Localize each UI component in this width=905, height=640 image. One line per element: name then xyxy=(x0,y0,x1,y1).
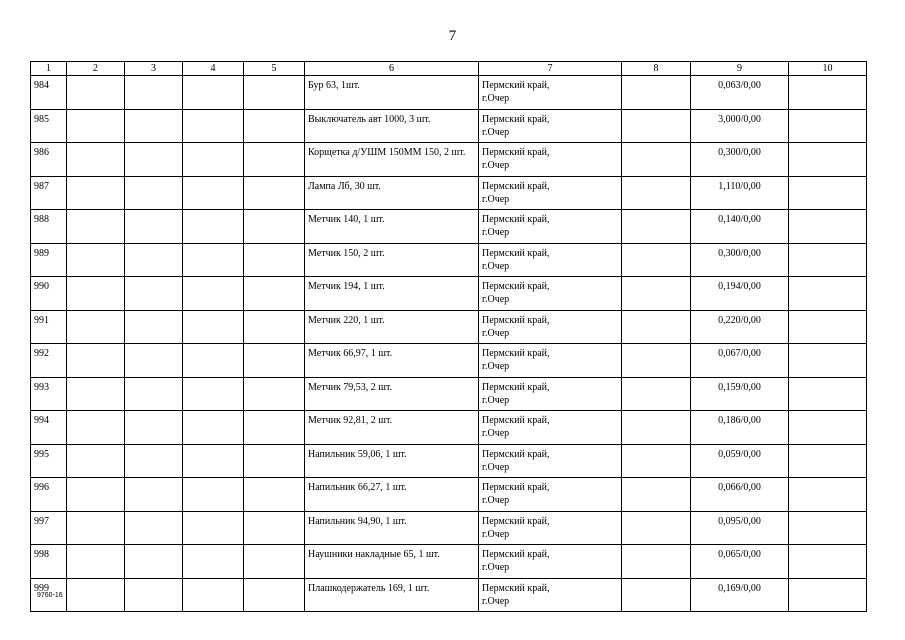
empty-cell xyxy=(622,411,691,445)
row-number-cell: 998 xyxy=(31,545,67,579)
location-region: Пермский край, xyxy=(482,348,550,359)
empty-cell xyxy=(183,578,244,612)
empty-cell xyxy=(789,176,867,210)
empty-cell xyxy=(125,143,183,177)
empty-cell xyxy=(67,478,125,512)
empty-cell xyxy=(244,411,305,445)
location-region: Пермский край, xyxy=(482,281,550,292)
empty-cell xyxy=(244,277,305,311)
empty-cell xyxy=(789,109,867,143)
location-region: Пермский край, xyxy=(482,147,550,158)
row-number-cell: 989 xyxy=(31,243,67,277)
table-row xyxy=(31,310,867,344)
table-row xyxy=(31,143,867,177)
item-name-cell: Лампа Лб, 30 шт. xyxy=(305,176,479,210)
column-header: 7 xyxy=(479,62,622,76)
column-header: 9 xyxy=(691,62,789,76)
table-row xyxy=(31,76,867,110)
empty-cell xyxy=(125,511,183,545)
row-number-cell: 996 xyxy=(31,478,67,512)
item-name-cell: Метчик 79,53, 2 шт. xyxy=(305,377,479,411)
empty-cell xyxy=(67,545,125,579)
location-region: Пермский край, xyxy=(482,582,550,594)
location-cell xyxy=(479,109,622,143)
row-number-cell: 997 xyxy=(31,511,67,545)
empty-cell xyxy=(183,377,244,411)
page-number: 7 xyxy=(448,28,457,44)
empty-cell xyxy=(183,444,244,478)
footer-code: 9760-16 xyxy=(37,592,63,599)
empty-cell xyxy=(789,243,867,277)
empty-cell xyxy=(789,76,867,110)
location-cell xyxy=(479,478,622,512)
location-city: г.Очер xyxy=(482,361,510,372)
item-name-cell: Метчик 140, 1 шт. xyxy=(305,210,479,244)
empty-cell xyxy=(125,243,183,277)
location-region: Пермский край, xyxy=(482,381,550,393)
empty-cell xyxy=(183,478,244,512)
empty-cell xyxy=(183,210,244,244)
location-city: г.Очер xyxy=(482,495,510,506)
empty-cell xyxy=(622,478,691,512)
location-city: г.Очер xyxy=(482,595,510,607)
table-body xyxy=(31,76,867,612)
empty-cell xyxy=(183,344,244,378)
empty-cell xyxy=(244,176,305,210)
item-name-cell: Бур 63, 1шт. xyxy=(305,76,479,110)
location-cell xyxy=(479,210,622,244)
item-name-cell: Плашкодержатель 169, 1 шт. xyxy=(305,578,479,612)
empty-cell xyxy=(67,578,125,612)
row-number-cell: 993 xyxy=(31,377,67,411)
location-city: г.Очер xyxy=(482,294,510,305)
column-header: 4 xyxy=(183,62,244,76)
empty-cell xyxy=(125,411,183,445)
empty-cell xyxy=(125,478,183,512)
location-cell xyxy=(479,243,622,277)
item-name-cell: Корщетка д/УШМ 150ММ 150, 2 шт. xyxy=(305,143,479,177)
value-cell: 0,159/0,00 xyxy=(691,377,789,411)
value-cell: 0,300/0,00 xyxy=(691,143,789,177)
empty-cell xyxy=(183,411,244,445)
empty-cell xyxy=(67,377,125,411)
value-cell: 0,059/0,00 xyxy=(691,444,789,478)
location-cell xyxy=(479,76,622,110)
value-cell: 0,300/0,00 xyxy=(691,243,789,277)
column-header: 8 xyxy=(622,62,691,76)
row-number-cell: 987 xyxy=(31,176,67,210)
empty-cell xyxy=(244,511,305,545)
location-cell xyxy=(479,444,622,478)
empty-cell xyxy=(622,511,691,545)
location-region: Пермский край, xyxy=(482,482,550,493)
column-header: 2 xyxy=(67,62,125,76)
location-cell xyxy=(479,377,622,411)
empty-cell xyxy=(125,310,183,344)
item-name-cell: Выключатель авт 1000, 3 шт. xyxy=(305,109,479,143)
empty-cell xyxy=(183,277,244,311)
value-cell: 0,095/0,00 xyxy=(691,511,789,545)
empty-cell xyxy=(183,243,244,277)
empty-cell xyxy=(125,545,183,579)
location-region: Пермский край, xyxy=(482,415,550,426)
empty-cell xyxy=(125,377,183,411)
empty-cell xyxy=(67,444,125,478)
empty-cell xyxy=(622,210,691,244)
empty-cell xyxy=(125,176,183,210)
item-name-cell: Метчик 194, 1 шт. xyxy=(305,277,479,311)
table-row xyxy=(31,243,867,277)
table-row xyxy=(31,109,867,143)
value-cell: 0,066/0,00 xyxy=(691,478,789,512)
empty-cell xyxy=(789,578,867,612)
empty-cell xyxy=(789,444,867,478)
item-name-cell: Напильник 59,06, 1 шт. xyxy=(305,444,479,478)
table-header-row xyxy=(31,62,867,76)
location-city: г.Очер xyxy=(482,227,510,238)
value-cell: 3,000/0,00 xyxy=(691,109,789,143)
location-cell xyxy=(479,143,622,177)
empty-cell xyxy=(67,210,125,244)
row-number-cell: 994 xyxy=(31,411,67,445)
empty-cell xyxy=(67,344,125,378)
row-number-cell: 992 xyxy=(31,344,67,378)
location-cell xyxy=(479,578,622,612)
row-number-cell: 999 xyxy=(31,578,67,612)
row-number-cell: 990 xyxy=(31,277,67,311)
empty-cell xyxy=(125,210,183,244)
empty-cell xyxy=(67,76,125,110)
column-header: 3 xyxy=(125,62,183,76)
value-cell: 0,067/0,00 xyxy=(691,344,789,378)
empty-cell xyxy=(67,243,125,277)
empty-cell xyxy=(67,277,125,311)
empty-cell xyxy=(67,310,125,344)
location-region: Пермский край, xyxy=(482,113,550,125)
empty-cell xyxy=(125,277,183,311)
location-region: Пермский край, xyxy=(482,549,550,560)
empty-cell xyxy=(244,444,305,478)
table-row xyxy=(31,578,867,612)
empty-cell xyxy=(789,310,867,344)
empty-cell xyxy=(789,545,867,579)
table-row xyxy=(31,545,867,579)
location-city: г.Очер xyxy=(482,461,510,473)
table-row xyxy=(31,344,867,378)
item-name-cell: Метчик 220, 1 шт. xyxy=(305,310,479,344)
empty-cell xyxy=(244,76,305,110)
row-number-cell: 995 xyxy=(31,444,67,478)
row-number-cell: 988 xyxy=(31,210,67,244)
location-city: г.Очер xyxy=(482,394,510,406)
table-row xyxy=(31,444,867,478)
empty-cell xyxy=(244,344,305,378)
table-row xyxy=(31,277,867,311)
location-region: Пермский край, xyxy=(482,180,550,192)
empty-cell xyxy=(622,109,691,143)
item-name-cell: Метчик 92,81, 2 шт. xyxy=(305,411,479,445)
value-cell: 0,065/0,00 xyxy=(691,545,789,579)
location-city: г.Очер xyxy=(482,327,510,339)
value-cell: 1,110/0,00 xyxy=(691,176,789,210)
location-city: г.Очер xyxy=(482,260,510,272)
empty-cell xyxy=(183,545,244,579)
empty-cell xyxy=(67,109,125,143)
empty-cell xyxy=(125,444,183,478)
empty-cell xyxy=(622,243,691,277)
empty-cell xyxy=(183,109,244,143)
empty-cell xyxy=(244,243,305,277)
empty-cell xyxy=(622,545,691,579)
value-cell: 0,063/0,00 xyxy=(691,76,789,110)
location-region: Пермский край, xyxy=(482,515,550,527)
column-header: 10 xyxy=(789,62,867,76)
row-number-cell: 984 xyxy=(31,76,67,110)
location-region: Пермский край, xyxy=(482,214,550,225)
empty-cell xyxy=(125,109,183,143)
empty-cell xyxy=(125,578,183,612)
empty-cell xyxy=(244,210,305,244)
empty-cell xyxy=(622,377,691,411)
table-row xyxy=(31,377,867,411)
empty-cell xyxy=(67,411,125,445)
registry-table xyxy=(30,61,867,612)
location-city: г.Очер xyxy=(482,93,510,104)
table-row xyxy=(31,176,867,210)
empty-cell xyxy=(789,377,867,411)
location-region: Пермский край, xyxy=(482,80,550,91)
empty-cell xyxy=(622,76,691,110)
item-name-cell: Метчик 66,97, 1 шт. xyxy=(305,344,479,378)
location-city: г.Очер xyxy=(482,428,510,439)
empty-cell xyxy=(789,210,867,244)
empty-cell xyxy=(183,310,244,344)
empty-cell xyxy=(789,277,867,311)
empty-cell xyxy=(183,76,244,110)
empty-cell xyxy=(622,277,691,311)
location-city: г.Очер xyxy=(482,193,510,205)
location-city: г.Очер xyxy=(482,562,510,573)
empty-cell xyxy=(67,143,125,177)
empty-cell xyxy=(789,478,867,512)
empty-cell xyxy=(244,377,305,411)
empty-cell xyxy=(67,511,125,545)
value-cell: 0,169/0,00 xyxy=(691,578,789,612)
value-cell: 0,194/0,00 xyxy=(691,277,789,311)
empty-cell xyxy=(244,578,305,612)
item-name-cell: Напильник 94,90, 1 шт. xyxy=(305,511,479,545)
empty-cell xyxy=(244,143,305,177)
empty-cell xyxy=(244,545,305,579)
location-cell xyxy=(479,344,622,378)
empty-cell xyxy=(789,143,867,177)
location-city: г.Очер xyxy=(482,160,510,171)
empty-cell xyxy=(622,444,691,478)
empty-cell xyxy=(622,176,691,210)
empty-cell xyxy=(183,143,244,177)
empty-cell xyxy=(125,76,183,110)
empty-cell xyxy=(622,143,691,177)
item-name-cell: Наушники накладные 65, 1 шт. xyxy=(305,545,479,579)
empty-cell xyxy=(622,310,691,344)
row-number-cell: 986 xyxy=(31,143,67,177)
empty-cell xyxy=(244,310,305,344)
location-cell xyxy=(479,411,622,445)
location-cell xyxy=(479,511,622,545)
empty-cell xyxy=(789,344,867,378)
column-header: 6 xyxy=(305,62,479,76)
empty-cell xyxy=(244,109,305,143)
empty-cell xyxy=(789,411,867,445)
value-cell: 0,186/0,00 xyxy=(691,411,789,445)
location-cell xyxy=(479,310,622,344)
row-number-cell: 991 xyxy=(31,310,67,344)
empty-cell xyxy=(183,511,244,545)
location-cell xyxy=(479,545,622,579)
location-city: г.Очер xyxy=(482,126,510,138)
location-region: Пермский край, xyxy=(482,247,550,259)
item-name-cell: Метчик 150, 2 шт. xyxy=(305,243,479,277)
location-region: Пермский край, xyxy=(482,314,550,326)
value-cell: 0,220/0,00 xyxy=(691,310,789,344)
empty-cell xyxy=(789,511,867,545)
empty-cell xyxy=(244,478,305,512)
location-cell xyxy=(479,277,622,311)
row-number-cell: 985 xyxy=(31,109,67,143)
table-row xyxy=(31,511,867,545)
table-row xyxy=(31,411,867,445)
location-cell xyxy=(479,176,622,210)
value-cell: 0,140/0,00 xyxy=(691,210,789,244)
empty-cell xyxy=(622,344,691,378)
column-header: 1 xyxy=(31,62,67,76)
location-city: г.Очер xyxy=(482,528,510,540)
column-header: 5 xyxy=(244,62,305,76)
empty-cell xyxy=(183,176,244,210)
table-row xyxy=(31,210,867,244)
table-row xyxy=(31,478,867,512)
empty-cell xyxy=(67,176,125,210)
empty-cell xyxy=(125,344,183,378)
item-name-cell: Напильник 66,27, 1 шт. xyxy=(305,478,479,512)
location-region: Пермский край, xyxy=(482,448,550,460)
empty-cell xyxy=(622,578,691,612)
